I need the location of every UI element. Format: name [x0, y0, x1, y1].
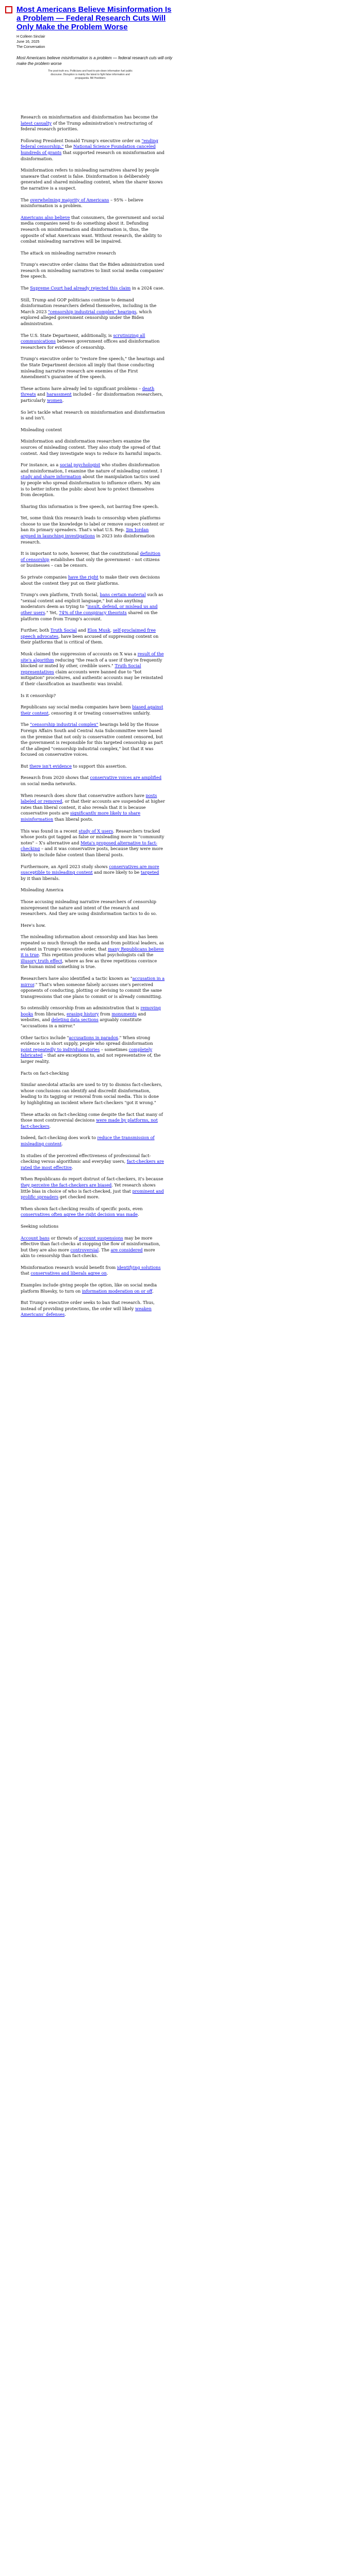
article-paragraph	[21, 297, 165, 327]
text-segment: may be more effective than fact-checks at stopping the flow of misinformation, but they are also more	[21, 1235, 160, 1252]
text-segment: ,	[110, 628, 113, 633]
text-segment: .	[106, 1270, 108, 1276]
text-segment: . The	[99, 1247, 111, 1252]
text-segment: included – for disinformation researchers, particularly	[21, 392, 163, 403]
article-paragraph	[21, 934, 165, 970]
text-segment: Examples include giving people the option, like on social media platform Bluesky, to turn on	[21, 1282, 157, 1294]
text-segment: Seeking solutions	[21, 1223, 59, 1229]
text-segment: When research does show that conservative authors have	[21, 792, 146, 798]
inline-link[interactable]: posts labeled or removed	[21, 792, 157, 804]
text-segment: Misinformation and disinformation researchers examine the sources of misleading content. They also study the spread of that content. And they investigate ways to reduce its harmful impacts.	[21, 438, 162, 456]
article-summary: Most Americans believe misinformation is a problem — federal research cuts will only make the problem worse	[17, 56, 173, 66]
text-segment: Research from 2020 shows that	[21, 775, 90, 781]
inline-link[interactable]: completely fabricated	[21, 1046, 153, 1058]
text-segment: The attack on misleading narrative research	[21, 250, 116, 256]
inline-link[interactable]: significantly more likely to share misinformation	[21, 810, 141, 822]
inline-link[interactable]: were made by platforms, not fact-checkers	[21, 1117, 158, 1129]
text-segment: Trump's executive order to "restore free speech," the hearings and the State Department decision all imply that those conducting misleading narrative research are enemies of the First Amendment's guarantee of free speech.	[21, 356, 165, 380]
text-segment: Misinformation research would benefit from	[21, 1264, 117, 1270]
article-paragraph	[21, 722, 165, 758]
article-paragraph	[21, 1176, 165, 1200]
text-segment: . This repetition produces what psychologists call the	[39, 952, 154, 958]
text-segment: The misleading information about censorship and bias has been repeated so much through the media and from political leaders, as evident in Trump's executive order, that	[21, 934, 164, 952]
article-paragraph	[21, 976, 165, 999]
inline-link[interactable]: insult, defend, or mislead us and other users	[21, 604, 158, 615]
text-segment: and more likely to be	[92, 870, 141, 875]
inline-link[interactable]: controversial	[70, 1247, 99, 1252]
text-segment: the	[63, 144, 74, 149]
text-segment: This was found in a recent	[21, 828, 79, 834]
text-segment: The U.S. State Department, additionally, is	[21, 332, 113, 338]
article-paragraph	[21, 899, 165, 917]
inline-link[interactable]: "censorship industrial complex" hearings	[48, 309, 137, 314]
inline-link[interactable]: illusory truth effect	[21, 958, 62, 963]
inline-link[interactable]: account suspensions	[78, 1235, 123, 1241]
text-segment: Research on misinformation and disinformation has become the	[21, 114, 158, 120]
inline-link[interactable]: biased against their content	[21, 704, 163, 716]
text-segment: that supported research on misinformation and disinformation.	[21, 149, 165, 161]
text-segment: These attacks on fact-checking come despite the fact that many of those most controversial decisions	[21, 1111, 163, 1123]
text-segment: who studies disinformation and misinformation, I examine the nature of misleading content. I	[21, 462, 162, 473]
text-segment: .	[62, 397, 64, 403]
text-segment: .	[49, 1123, 51, 1129]
inline-link[interactable]: removing books	[21, 1005, 161, 1016]
inline-link[interactable]: fact-checkers are rated the most effective	[21, 1159, 164, 1170]
article-paragraph	[21, 651, 165, 687]
text-segment: than liberal posts.	[53, 817, 93, 822]
article-paragraph	[21, 1282, 165, 1294]
text-segment: But Trump's executive order seeks to ban that research. Thus, instead of providing protections, the order will likely	[21, 1300, 155, 1311]
article-paragraph	[21, 1082, 165, 1106]
article-paragraph	[21, 438, 165, 456]
text-segment: Similar anecdotal attacks are used to try to dismiss fact-checkers, whose conclusions can identify and discredit disinformation, leading to its tagging or removal from social media. This is done by highlighting an incident where fact-checkers "got it wrong."	[21, 1082, 162, 1105]
inline-link[interactable]: accusations in paradox	[69, 1035, 119, 1040]
inline-link[interactable]: erasing history	[67, 1011, 99, 1016]
text-segment: , which explored alleged government censorship under the Biden administration.	[21, 309, 152, 327]
text-segment: from	[99, 1011, 112, 1016]
text-segment: hearings held by the House Foreign Affairs South and Central Asia Subcommittee were based on the premise that not only is conservative content censored, but the government is responsible for this targeted censorship as part of the alleged "censorship industrial complex," but that it was focused on conservative voices.	[21, 722, 163, 757]
text-segment: or threats of	[50, 1235, 79, 1241]
text-segment: ." Yet,	[45, 610, 59, 615]
article-paragraph	[21, 504, 165, 510]
article-paragraph	[21, 386, 165, 404]
text-segment: Indeed, fact-checking does work to	[21, 1135, 97, 1141]
article-paragraph	[21, 923, 165, 929]
text-segment: Misleading America	[21, 887, 64, 893]
inline-link[interactable]: Elon Musk	[87, 628, 110, 633]
article-paragraph	[21, 793, 165, 823]
inline-link[interactable]: point repeatedly to individual stories	[21, 1046, 100, 1052]
text-segment: .	[152, 1288, 154, 1294]
article-paragraph	[21, 775, 165, 787]
text-segment: such as "sexual content and explicit language," but also anything moderators deem as trying to "	[21, 592, 163, 609]
article-paragraph	[21, 1206, 165, 1218]
text-segment: The	[21, 197, 30, 202]
text-segment: – 95% – believe misinformation is a problem.	[21, 197, 143, 209]
inline-link[interactable]: Jim Jordan argued in launching investigations	[21, 527, 149, 539]
article-body	[21, 114, 165, 1324]
inline-link[interactable]: self-proclaimed free speech advocates	[21, 628, 156, 639]
inline-link[interactable]: identifying solutions	[117, 1264, 161, 1270]
inline-link[interactable]: deleting data sections	[51, 1017, 99, 1023]
text-segment: Musk claimed the suppression of accounts on X was a	[21, 651, 138, 656]
text-segment: in a 2024 case.	[130, 285, 165, 291]
article-paragraph	[21, 462, 165, 498]
text-segment: that	[21, 1270, 31, 1276]
text-segment: – sometimes	[100, 1046, 129, 1052]
inline-link[interactable]: Account bans	[21, 1235, 50, 1241]
inline-link[interactable]: Americans also believe	[21, 214, 70, 220]
publication: The Conversation	[17, 45, 45, 49]
inline-link[interactable]: definition of censorship	[21, 551, 161, 562]
article-paragraph	[21, 1235, 165, 1259]
inline-link[interactable]: study of X users	[78, 828, 113, 834]
article-paragraph	[21, 864, 165, 882]
text-segment: and websites, and	[21, 1011, 146, 1023]
text-segment: , censoring it or treating conservatives unfairly.	[48, 710, 151, 716]
text-segment: When Republicans do report distrust of fact-checkers, it's because	[21, 1176, 163, 1182]
text-segment: .	[72, 1164, 73, 1170]
inline-link[interactable]: bans certain material	[100, 592, 146, 598]
inline-link[interactable]: prominent and prolific spreaders	[21, 1188, 164, 1200]
article-paragraph	[21, 764, 165, 770]
text-segment: Here's how.	[21, 922, 46, 928]
article-paragraph	[21, 114, 165, 132]
inline-link[interactable]: latest casualty	[21, 120, 52, 126]
article-paragraph	[21, 197, 165, 209]
text-segment: between government offices and disinformation researchers for evidence of censorship.	[21, 338, 160, 350]
article-paragraph	[21, 515, 165, 545]
article-title[interactable]: Most Americans Believe Misinformation Is a Problem — Federal Research Cuts Will Only Make the Problem Worse	[17, 5, 172, 31]
text-segment: from libraries,	[33, 1011, 67, 1016]
text-segment: by it than liberals.	[21, 875, 60, 881]
inline-link[interactable]: accusation in a mirror	[21, 975, 165, 987]
text-segment: Trump's executive order claims that the Biden administration used research on misleading narratives to limit social media companies' free speech.	[21, 262, 165, 279]
article-paragraph	[21, 1153, 165, 1171]
article-paragraph	[21, 828, 165, 858]
inline-link[interactable]: social psychologist	[60, 462, 101, 468]
inline-link[interactable]: death threats	[21, 385, 155, 397]
section-heading	[21, 1071, 165, 1077]
text-segment: and	[36, 392, 47, 397]
article-paragraph	[21, 215, 165, 245]
inline-link[interactable]: conservatives and liberals agree on	[30, 1270, 107, 1276]
section-heading	[21, 887, 165, 893]
article-paragraph	[21, 356, 165, 380]
text-segment: Other tactics include "	[21, 1035, 69, 1040]
text-segment: .	[61, 1141, 63, 1146]
article-header	[5, 5, 175, 80]
article-paragraph	[21, 262, 165, 280]
inline-link[interactable]: reduce the transmission of misleading content	[21, 1135, 155, 1146]
text-segment: When shown fact-checking results of specific posts, even	[21, 1206, 143, 1211]
text-segment: So ostensibly censorship from an administration that is	[21, 1005, 141, 1011]
article-paragraph	[21, 138, 165, 162]
inline-link[interactable]: women	[47, 397, 62, 403]
text-segment: Republicans say social media companies have been	[21, 704, 133, 710]
text-segment: So private companies	[21, 574, 69, 580]
inline-link[interactable]: conservatives are more susceptible to misleading content	[21, 863, 159, 875]
inline-link[interactable]: targeted	[140, 870, 159, 875]
inline-link[interactable]: there isn't evidence	[29, 763, 72, 769]
inline-link[interactable]: information moderation on or off	[81, 1288, 153, 1294]
text-segment: Further, both	[21, 628, 51, 633]
inline-link[interactable]: weaken Americans' defenses	[21, 1306, 152, 1317]
inline-link[interactable]: Supreme Court had already rejected this claim	[30, 285, 131, 291]
text-segment: . Yet research shows little bias in choice of who is fact-checked, just that	[21, 1182, 156, 1194]
text-segment: .	[138, 1212, 139, 1217]
inline-link[interactable]: Meta's proposed alternative to fact-checking	[21, 840, 157, 852]
text-segment: establishes that only the government – not citizens or businesses – can be censors.	[21, 556, 160, 568]
text-segment: .	[64, 1312, 66, 1317]
inline-link[interactable]: "censorship industrial complex"	[30, 722, 99, 727]
date: June 16, 2025	[17, 40, 40, 44]
article-paragraph	[21, 410, 165, 421]
article-paragraph	[21, 628, 165, 646]
text-segment: So let's tackle what research on misinformation and disinformation is and isn't.	[21, 409, 165, 421]
inline-link[interactable]: scrutinizing all communications	[21, 332, 145, 344]
text-segment: and	[76, 628, 88, 633]
article-paragraph	[21, 1035, 165, 1065]
inline-link[interactable]: harassment	[46, 392, 72, 397]
author: H Colleen Sinclair	[17, 35, 45, 39]
inline-link[interactable]: they perceive the fact-checkers are biased	[21, 1182, 112, 1188]
text-segment: Following President Donald Trump's executive order on	[21, 138, 142, 143]
text-segment: that consumers, the government and social media companies need to do something about it. Defunding research on misinformation and disinformation is, thus, the opposite of what Americans want. Without research, the ability to combat misleading narratives will be impaired.	[21, 214, 165, 244]
text-segment: in 2023 into disinformation research.	[21, 533, 155, 545]
text-segment: claim accounts were banned due to "bot mitigation" procedures, and authentic accounts may be reinstated if their classification as inauthentic was invalid.	[21, 669, 163, 686]
text-segment: , where as few as three repetitions convince the human mind something is true.	[21, 958, 157, 970]
byline	[17, 35, 175, 50]
section-heading	[21, 1224, 165, 1230]
text-segment: In studies of the perceived effectiveness of professional fact-checking versus algorithmic and everyday users,	[21, 1153, 151, 1164]
article-paragraph	[21, 1135, 165, 1147]
text-segment: The	[21, 722, 30, 727]
inline-link[interactable]: overwhelming majority of Americans	[30, 197, 109, 202]
inline-link[interactable]: National Science Foundation canceled hundreds of grants	[21, 144, 156, 155]
inline-link[interactable]: 74% of the conspiracy theorists	[59, 610, 127, 615]
inline-link[interactable]: "ending federal censorship,"	[21, 138, 158, 149]
article-paragraph	[21, 167, 165, 191]
article-paragraph	[21, 592, 165, 622]
text-segment: Misleading content	[21, 427, 62, 432]
text-segment: get checked more.	[58, 1194, 100, 1200]
text-segment: arguably constitute "accusations in a mirror."	[21, 1017, 142, 1029]
text-segment: to support this assertion.	[72, 763, 127, 769]
text-segment: But	[21, 763, 30, 769]
text-segment: – that are exceptions to, and not representative of, the larger reality.	[21, 1053, 161, 1064]
text-segment: Still, Trump and GOP politicians continue to demand disinformation researchers defend themselves, including in the March 2023	[21, 297, 157, 314]
text-segment: shared on the platform come from Trump's account.	[21, 610, 158, 621]
text-segment: These actions have already led to significant problems –	[21, 385, 142, 391]
section-heading	[21, 427, 165, 433]
text-segment: to make their own decisions about the content they put on their platforms.	[21, 574, 160, 586]
text-segment: , or that their accounts are suspended at higher rates than liberal content, it also reveals that it is because conservative posts are	[21, 799, 165, 816]
text-segment: Researchers have also identified a tactic known as "	[21, 975, 133, 981]
text-segment: Facts on fact-checking	[21, 1070, 69, 1076]
figure-caption: The post-truth era. Politicians and hard-to-pin-down information fuel public discourse. Disruption is mainly the latest to fight false information and propaganda. Bill Hoebbers	[48, 70, 133, 80]
text-segment: , have been accused of suppressing content on their platforms that is critical of them.	[21, 633, 159, 645]
inline-link[interactable]: result of the site's algorithm	[21, 651, 164, 663]
inline-link[interactable]: are considered	[110, 1247, 143, 1252]
article-paragraph	[21, 704, 165, 716]
text-segment: Furthermore, an April 2023 study shows	[21, 863, 109, 869]
inline-link[interactable]: many Republicans believe it is true	[21, 946, 164, 958]
inline-link[interactable]: study and share information	[21, 474, 81, 480]
text-segment: Those accusing misleading narrative researchers of censorship misrepresent the nature and intent of the research and researchers. And they are using disinformation tactics to do so.	[21, 899, 157, 917]
text-segment: Yet, some think this research leads to censorship when platforms choose to use the knowledge to label or remove suspect content or ban its primary spreaders. That's what U.S. Rep.	[21, 515, 165, 533]
text-segment: ." That's when someone falsely accuses one's perceived opponents of conducting, plotting or devising to commit the same transgressions that one plans to commit or is already committing.	[21, 981, 162, 999]
text-segment: Misinformation refers to misleading narratives shared by people unaware that content is false. Disinformation is deliberately generated and shared misleading content, when the sharer knows the narrative is a suspect.	[21, 167, 163, 191]
article-paragraph	[21, 1265, 165, 1277]
text-segment: The	[21, 285, 30, 291]
section-heading	[21, 693, 165, 699]
inline-link[interactable]: conservative voices are amplified	[90, 775, 162, 781]
text-segment: ." When strong evidence is in short supply, people who spread disinformation	[21, 1035, 153, 1046]
section-heading	[21, 250, 165, 257]
text-segment: about the manipulation tactics used by people who spread disinformation to influence others. My aim is to better inform the public about how to protect themselves from deception.	[21, 474, 160, 498]
text-segment: – and it was conservative posts, because they were more likely to include false content than liberal posts.	[21, 846, 163, 857]
article-paragraph	[21, 574, 165, 586]
article-paragraph	[21, 1005, 165, 1029]
text-segment: on social media networks.	[21, 781, 77, 787]
inline-link[interactable]: monuments	[111, 1011, 137, 1016]
inline-link[interactable]: Truth Social representatives	[21, 663, 141, 674]
article-paragraph	[21, 285, 165, 292]
article-paragraph	[21, 333, 165, 351]
text-segment: more akin to censorship than fact-checks.	[21, 1247, 155, 1259]
text-segment: of the Trump administration's restructuring of federal research priorities.	[21, 120, 153, 132]
text-segment: Is it censorship?	[21, 692, 56, 698]
text-segment: Sharing this information is free speech, not barring free speech.	[21, 503, 159, 509]
inline-link[interactable]: have the right	[68, 574, 99, 580]
text-segment: Trump's own platform, Truth Social,	[21, 592, 100, 598]
text-segment: reducing "the reach of a user if they're frequently blocked or muted by other, credible users."	[21, 657, 162, 669]
text-segment: For instance, as a	[21, 462, 60, 468]
text-segment: It is important to note, however, that the constitutional	[21, 551, 140, 556]
inline-link[interactable]: conservatives often agree the right decision was made	[21, 1212, 138, 1217]
article-paragraph	[21, 1112, 165, 1130]
article-paragraph	[21, 551, 165, 569]
logo-icon	[5, 6, 12, 13]
text-segment: . Researchers tracked whose posts got tagged as false or misleading more in "community notes" – X's alternative and	[21, 828, 165, 845]
inline-link[interactable]: Truth Social	[50, 628, 77, 633]
article-paragraph	[21, 1300, 165, 1318]
